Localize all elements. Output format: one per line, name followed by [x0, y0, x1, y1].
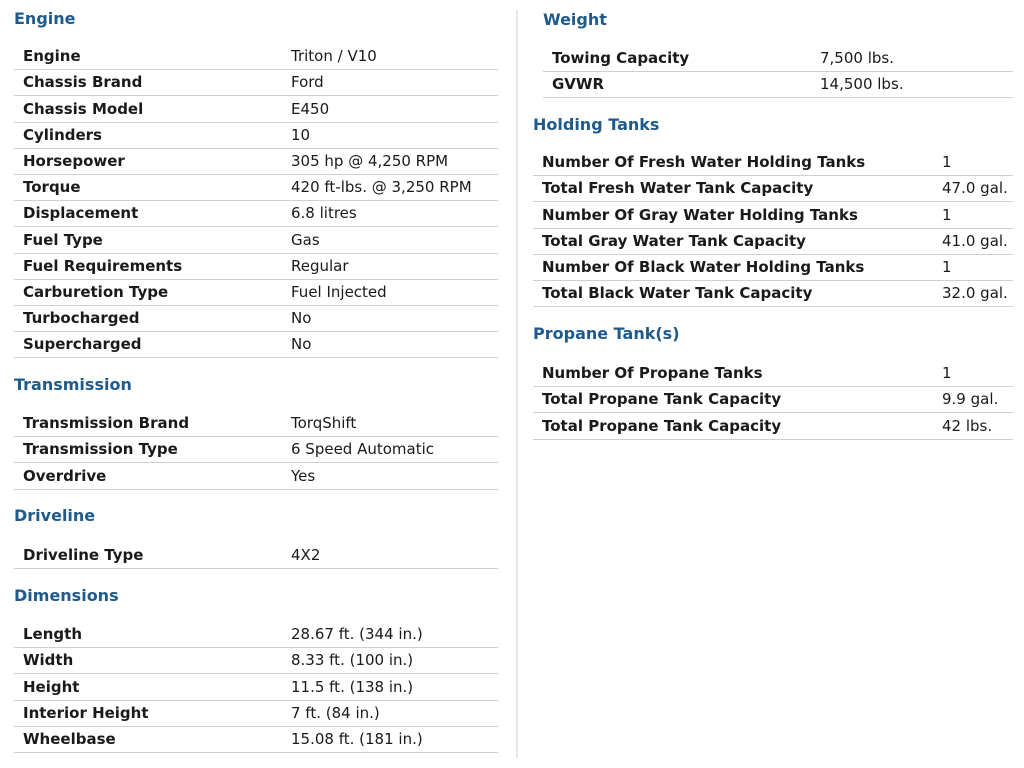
spec-value: 1	[942, 205, 952, 224]
spec-value: 42 lbs.	[942, 416, 993, 435]
driveline-table	[14, 543, 498, 569]
spec-row	[14, 648, 498, 674]
spec-value: 420 ft-lbs. @ 3,250 RPM	[291, 178, 472, 197]
spec-value: 32.0 gal.	[942, 284, 1008, 303]
spec-row	[14, 543, 498, 569]
spec-row	[14, 96, 498, 122]
dimensions-section-title: Dimensions	[14, 586, 119, 605]
spec-row	[533, 361, 1013, 387]
holding-tanks-section-title: Holding Tanks	[533, 115, 660, 134]
spec-row	[543, 72, 1013, 98]
spec-row	[14, 674, 498, 700]
spec-row	[533, 413, 1013, 439]
spec-value: 1	[942, 153, 952, 172]
spec-value: 10	[291, 125, 311, 144]
spec-label: Height	[23, 677, 80, 696]
spec-value: Triton / V10	[291, 47, 377, 66]
engine-table	[14, 44, 498, 358]
engine-section-title: Engine	[14, 9, 76, 28]
spec-value: 28.67 ft. (344 in.)	[291, 625, 423, 644]
spec-value: E450	[291, 99, 330, 118]
spec-label: Transmission Brand	[23, 414, 190, 433]
spec-label: Engine	[23, 47, 81, 66]
spec-value: 1	[942, 364, 952, 383]
weight-section-title: Weight	[543, 10, 607, 29]
spec-label: Supercharged	[23, 335, 142, 354]
spec-label: Cylinders	[23, 125, 102, 144]
spec-value: 7 ft. (84 in.)	[291, 703, 380, 722]
spec-value: 1	[942, 257, 952, 276]
spec-row	[14, 149, 498, 175]
spec-row	[14, 201, 498, 227]
spec-label: Number Of Propane Tanks	[542, 364, 763, 383]
spec-value: 41.0 gal.	[942, 231, 1008, 250]
column-divider	[516, 10, 518, 758]
transmission-table	[14, 411, 498, 490]
spec-label: Number Of Fresh Water Holding Tanks	[542, 153, 866, 172]
spec-value: No	[291, 335, 312, 354]
propane-section-title: Propane Tank(s)	[533, 324, 680, 343]
spec-row	[533, 176, 1013, 202]
spec-row	[14, 280, 498, 306]
propane-table	[533, 361, 1013, 440]
spec-row	[14, 254, 498, 280]
spec-label: Torque	[23, 178, 81, 197]
spec-label: Fuel Requirements	[23, 256, 183, 275]
spec-label: Chassis Brand	[23, 73, 143, 92]
spec-row	[14, 727, 498, 753]
spec-row	[533, 387, 1013, 413]
spec-value: 11.5 ft. (138 in.)	[291, 677, 414, 696]
spec-row	[14, 123, 498, 149]
spec-row	[533, 202, 1013, 228]
spec-row	[14, 175, 498, 201]
spec-value: Gas	[291, 230, 320, 249]
spec-value: Yes	[291, 466, 316, 485]
spec-label: Number Of Gray Water Holding Tanks	[542, 205, 858, 224]
spec-label: Interior Height	[23, 703, 149, 722]
spec-label: Total Black Water Tank Capacity	[542, 284, 813, 303]
spec-row	[14, 332, 498, 358]
spec-label: Total Gray Water Tank Capacity	[542, 231, 806, 250]
spec-label: Carburetion Type	[23, 282, 169, 301]
spec-row	[14, 622, 498, 648]
spec-value: 47.0 gal.	[942, 179, 1008, 198]
spec-label: Transmission Type	[23, 440, 178, 459]
spec-row	[14, 306, 498, 332]
spec-value: 305 hp @ 4,250 RPM	[291, 151, 449, 170]
spec-row	[14, 44, 498, 70]
spec-value: Ford	[291, 73, 324, 92]
spec-label: Total Propane Tank Capacity	[542, 390, 782, 409]
spec-value: 9.9 gal.	[942, 390, 999, 409]
dimensions-table	[14, 622, 498, 753]
spec-value: No	[291, 309, 312, 328]
spec-row	[14, 227, 498, 253]
holding-tanks-table	[533, 150, 1013, 307]
spec-row	[533, 150, 1013, 176]
spec-row	[14, 411, 498, 437]
spec-row	[14, 437, 498, 463]
spec-label: Towing Capacity	[552, 49, 690, 68]
spec-value: 14,500 lbs.	[820, 75, 904, 94]
spec-label: Width	[23, 651, 74, 670]
spec-value: 4X2	[291, 546, 321, 565]
spec-label: Wheelbase	[23, 729, 116, 748]
transmission-section-title: Transmission	[14, 375, 132, 394]
spec-row	[14, 463, 498, 489]
spec-value: 7,500 lbs.	[820, 49, 894, 68]
spec-label: Number Of Black Water Holding Tanks	[542, 257, 865, 276]
spec-label: GVWR	[552, 75, 605, 94]
spec-value: Regular	[291, 256, 349, 275]
spec-row	[533, 229, 1013, 255]
spec-label: Overdrive	[23, 466, 107, 485]
spec-value: TorqShift	[291, 414, 357, 433]
spec-label: Driveline Type	[23, 546, 144, 565]
spec-label: Fuel Type	[23, 230, 103, 249]
spec-value: 8.33 ft. (100 in.)	[291, 651, 414, 670]
spec-label: Total Fresh Water Tank Capacity	[542, 179, 814, 198]
spec-label: Horsepower	[23, 151, 125, 170]
spec-row	[533, 255, 1013, 281]
spec-label: Turbocharged	[23, 309, 140, 328]
weight-table	[543, 46, 1013, 98]
spec-row	[14, 701, 498, 727]
spec-row	[14, 70, 498, 96]
spec-value: 15.08 ft. (181 in.)	[291, 729, 423, 748]
spec-label: Displacement	[23, 204, 139, 223]
spec-row	[533, 281, 1013, 307]
spec-value: 6 Speed Automatic	[291, 440, 435, 459]
spec-label: Chassis Model	[23, 99, 144, 118]
spec-row	[543, 46, 1013, 72]
spec-value: Fuel Injected	[291, 282, 387, 301]
spec-value: 6.8 litres	[291, 204, 357, 223]
spec-label: Total Propane Tank Capacity	[542, 416, 782, 435]
driveline-section-title: Driveline	[14, 506, 96, 525]
spec-label: Length	[23, 625, 82, 644]
